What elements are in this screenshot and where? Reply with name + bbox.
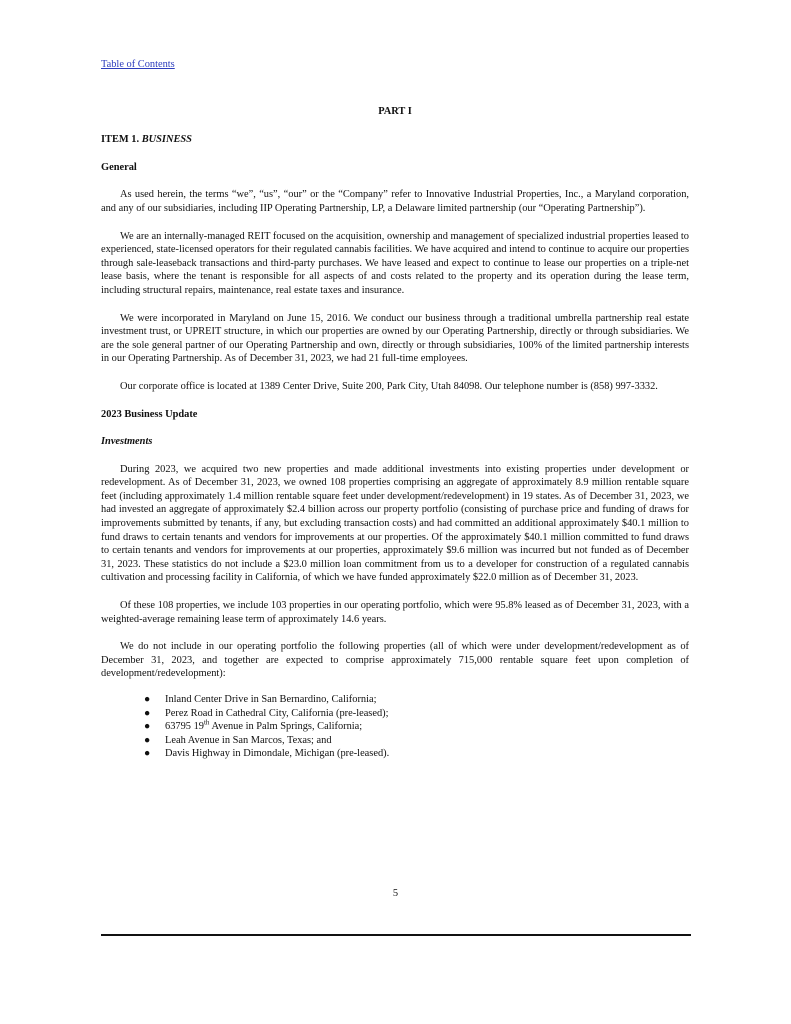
list-item-text: Inland Center Drive in San Bernardino, California; (165, 694, 377, 705)
general-paragraph-incorporation: We were incorporated in Maryland on June 15, 2016. We conduct our business through a traditional umbrella partnership real estate investment trust, or UPREIT structure, in which our properties are owned by our Operating Partnership, directly or through subsidiaries. We are the sole general partner of our Operating Partnership and own, directly or through subsidiaries, 100% of the limited partnership interests in our Operating Partnership. As of December 31, 2023, we had 21 full-time employees. (101, 312, 689, 365)
business-update-heading: 2023 Business Update (101, 408, 198, 420)
excluded-properties-list (101, 693, 689, 761)
investments-paragraph-operating-portfolio: Of these 108 properties, we include 103 properties in our operating portfolio, which were 95.8% leased as of December 31, 2023, with a weighted-average remaining lease term of approximately 14.6 years. (101, 600, 689, 625)
bullet-icon: ● (144, 707, 151, 719)
ordinal-suffix: th (203, 718, 210, 727)
bullet-icon: ● (144, 721, 151, 733)
list-item (101, 693, 689, 707)
list-item-text: Perez Road in Cathedral City, California (pre-leased); (165, 707, 389, 719)
list-item (101, 720, 689, 734)
item-prefix: ITEM 1. (101, 134, 142, 146)
address-rest: Avenue in Palm Springs, California; (209, 721, 363, 733)
bullet-icon: ● (144, 694, 151, 705)
page-number: 5 (392, 888, 399, 899)
general-paragraph-office: Our corporate office is located at 1389 Center Drive, Suite 200, Park City, Utah 84098. Our telephone number is (858) 997-3332. (120, 380, 658, 392)
general-heading: General (101, 161, 137, 173)
list-item (101, 707, 689, 721)
bullet-icon: ● (144, 748, 151, 760)
list-item-text: Davis Highway in Dimondale, Michigan (pre-leased). (165, 748, 390, 760)
list-item-text: Leah Avenue in San Marcos, Texas; and (165, 734, 332, 746)
list-item (101, 734, 689, 748)
general-paragraph-reit-overview: We are an internally-managed REIT focused on the acquisition, ownership and management of specialized industrial properties leased to experienced, state-licensed operators for their regulated cannabis facilities. We have acquired and intend to continue to acquire our properties through sale-leaseback transactions and third-party purchases. We have leased and expect to continue to lease our properties on a triple-net lease basis, where the tenant is responsible for all aspects of and costs related to the property and its operation during the lease term, including structural repairs, maintenance, real estate taxes and insurance. (101, 230, 689, 296)
bullet-icon: ● (144, 734, 151, 746)
address-number: 63795 19 (165, 721, 204, 733)
item-name: BUSINESS (141, 134, 192, 146)
investments-subheading: Investments (101, 436, 153, 448)
item-title (101, 133, 689, 147)
document-page (101, 58, 689, 761)
footer-rule (101, 934, 691, 936)
part-title: PART I (378, 105, 412, 117)
table-of-contents-link[interactable]: Table of Contents (101, 59, 175, 70)
list-item-text (165, 718, 363, 733)
investments-paragraph-excluded-properties: We do not include in our operating portfolio the following properties (all of which were under development/redevelopment as of December 31, 2023, and together are expected to comprise approximately 715,000 rentable square feet upon completion of development/redevelopment): (101, 641, 689, 680)
investments-paragraph-acquisitions: During 2023, we acquired two new properties and made additional investments into existing properties under development or redevelopment. As of December 31, 2023, we owned 108 properties comprising an aggregate of approximately 8.9 million rentable square feet (including approximately 1.4 million rentable square feet under development/redevelopment) in 19 states. As of December 31, 2023, we had invested an aggregate of approximately $2.4 billion across our property portfolio (consisting of purchase price and funding of draws for improvements submitted by tenants, if any, but excluding transaction costs) and had committed an additional approximately $40.1 million to fund draws to certain tenants and vendors for improvements at our properties. Of the approximately $40.1 million committed to fund draws to certain tenants and vendors for improvements at our properties, approximately $9.6 million was incurred but not funded as of December 31, 2023. These statistics do not include a $23.0 million loan commitment from us to a developer for construction of a regulated cannabis cultivation and processing facility in California, of which we have funded approximately $22.0 million as of December 31, 2023. (101, 463, 689, 584)
list-item (101, 747, 689, 761)
general-paragraph-definitions: As used herein, the terms “we”, “us”, “our” or the “Company” refer to Innovative Industrial Properties, Inc., a Maryland corporation, and any of our subsidiaries, including IIP Operating Partnership, LP, a Delaware limited partnership (our “Operating Partnership”). (101, 189, 689, 214)
